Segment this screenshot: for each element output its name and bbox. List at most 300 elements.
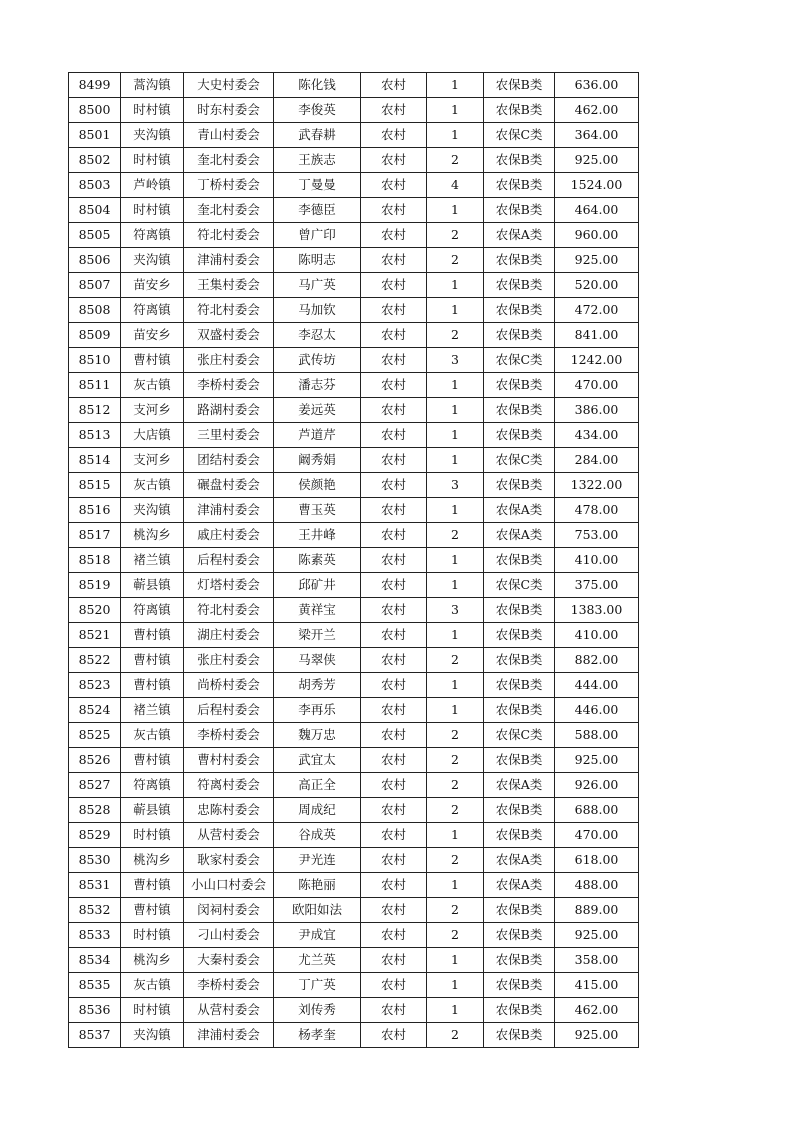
row-id-cell: 8524: [69, 698, 121, 723]
row-id-cell: 8534: [69, 948, 121, 973]
table-row: [69, 898, 639, 923]
household-type-cell: 农村: [361, 848, 427, 873]
member-count-cell: 2: [427, 848, 484, 873]
town-cell: 时村镇: [121, 98, 184, 123]
member-count-cell: 1: [427, 823, 484, 848]
town-cell: 大店镇: [121, 423, 184, 448]
village-committee-cell: 刁山村委会: [184, 923, 274, 948]
household-type-cell: 农村: [361, 898, 427, 923]
table-row: [69, 198, 639, 223]
person-name-cell: 阚秀娟: [274, 448, 361, 473]
amount-cell: 926.00: [555, 773, 639, 798]
household-type-cell: 农村: [361, 323, 427, 348]
row-id-cell: 8514: [69, 448, 121, 473]
town-cell: 夹沟镇: [121, 123, 184, 148]
insurance-category-cell: 农保B类: [484, 298, 555, 323]
village-committee-cell: 丁桥村委会: [184, 173, 274, 198]
member-count-cell: 2: [427, 898, 484, 923]
village-committee-cell: 湖庄村委会: [184, 623, 274, 648]
household-type-cell: 农村: [361, 448, 427, 473]
insurance-category-cell: 农保A类: [484, 523, 555, 548]
town-cell: 夹沟镇: [121, 498, 184, 523]
village-committee-cell: 符北村委会: [184, 598, 274, 623]
amount-cell: 464.00: [555, 198, 639, 223]
row-id-cell: 8521: [69, 623, 121, 648]
person-name-cell: 武传坊: [274, 348, 361, 373]
member-count-cell: 1: [427, 373, 484, 398]
household-type-cell: 农村: [361, 198, 427, 223]
town-cell: 曹村镇: [121, 673, 184, 698]
row-id-cell: 8533: [69, 923, 121, 948]
amount-cell: 375.00: [555, 573, 639, 598]
town-cell: 苗安乡: [121, 323, 184, 348]
member-count-cell: 1: [427, 123, 484, 148]
village-committee-cell: 戚庄村委会: [184, 523, 274, 548]
row-id-cell: 8512: [69, 398, 121, 423]
row-id-cell: 8513: [69, 423, 121, 448]
person-name-cell: 陈明志: [274, 248, 361, 273]
village-committee-cell: 津浦村委会: [184, 498, 274, 523]
row-id-cell: 8510: [69, 348, 121, 373]
town-cell: 桃沟乡: [121, 848, 184, 873]
person-name-cell: 丁曼曼: [274, 173, 361, 198]
table-row: [69, 523, 639, 548]
household-type-cell: 农村: [361, 998, 427, 1023]
village-committee-cell: 符离村委会: [184, 773, 274, 798]
member-count-cell: 2: [427, 723, 484, 748]
insurance-category-cell: 农保B类: [484, 273, 555, 298]
household-type-cell: 农村: [361, 548, 427, 573]
village-committee-cell: 后程村委会: [184, 698, 274, 723]
member-count-cell: 1: [427, 273, 484, 298]
insurance-category-cell: 农保C类: [484, 448, 555, 473]
amount-cell: 688.00: [555, 798, 639, 823]
village-committee-cell: 大史村委会: [184, 73, 274, 98]
amount-cell: 618.00: [555, 848, 639, 873]
insurance-category-cell: 农保B类: [484, 648, 555, 673]
row-id-cell: 8535: [69, 973, 121, 998]
town-cell: 符离镇: [121, 223, 184, 248]
table-row: [69, 373, 639, 398]
amount-cell: 925.00: [555, 248, 639, 273]
person-name-cell: 陈素英: [274, 548, 361, 573]
member-count-cell: 2: [427, 323, 484, 348]
amount-cell: 841.00: [555, 323, 639, 348]
row-id-cell: 8531: [69, 873, 121, 898]
member-count-cell: 3: [427, 473, 484, 498]
member-count-cell: 1: [427, 998, 484, 1023]
member-count-cell: 1: [427, 948, 484, 973]
table-row: [69, 73, 639, 98]
amount-cell: 520.00: [555, 273, 639, 298]
table-row: [69, 498, 639, 523]
row-id-cell: 8529: [69, 823, 121, 848]
person-name-cell: 黄祥宝: [274, 598, 361, 623]
village-committee-cell: 团结村委会: [184, 448, 274, 473]
village-committee-cell: 尚桥村委会: [184, 673, 274, 698]
person-name-cell: 马翠侠: [274, 648, 361, 673]
member-count-cell: 2: [427, 148, 484, 173]
amount-cell: 925.00: [555, 923, 639, 948]
amount-cell: 636.00: [555, 73, 639, 98]
person-name-cell: 尤兰英: [274, 948, 361, 973]
village-committee-cell: 青山村委会: [184, 123, 274, 148]
person-name-cell: 马广英: [274, 273, 361, 298]
household-type-cell: 农村: [361, 298, 427, 323]
person-name-cell: 谷成英: [274, 823, 361, 848]
row-id-cell: 8526: [69, 748, 121, 773]
household-type-cell: 农村: [361, 148, 427, 173]
member-count-cell: 2: [427, 773, 484, 798]
person-name-cell: 梁开兰: [274, 623, 361, 648]
insurance-category-cell: 农保C类: [484, 573, 555, 598]
town-cell: 符离镇: [121, 773, 184, 798]
insurance-category-cell: 农保B类: [484, 323, 555, 348]
household-type-cell: 农村: [361, 523, 427, 548]
table-row: [69, 873, 639, 898]
amount-cell: 284.00: [555, 448, 639, 473]
insurance-category-cell: 农保B类: [484, 198, 555, 223]
town-cell: 灰古镇: [121, 473, 184, 498]
member-count-cell: 1: [427, 448, 484, 473]
person-name-cell: 丁广英: [274, 973, 361, 998]
insurance-category-cell: 农保B类: [484, 248, 555, 273]
insurance-category-cell: 农保A类: [484, 773, 555, 798]
table-row: [69, 323, 639, 348]
table-row: [69, 448, 639, 473]
village-committee-cell: 耿家村委会: [184, 848, 274, 873]
table-row: [69, 948, 639, 973]
household-type-cell: 农村: [361, 823, 427, 848]
member-count-cell: 2: [427, 923, 484, 948]
row-id-cell: 8523: [69, 673, 121, 698]
table-row: [69, 148, 639, 173]
amount-cell: 470.00: [555, 823, 639, 848]
person-name-cell: 李德臣: [274, 198, 361, 223]
row-id-cell: 8509: [69, 323, 121, 348]
row-id-cell: 8507: [69, 273, 121, 298]
amount-cell: 415.00: [555, 973, 639, 998]
person-name-cell: 陈艳丽: [274, 873, 361, 898]
insurance-category-cell: 农保B类: [484, 1023, 555, 1048]
amount-cell: 478.00: [555, 498, 639, 523]
household-type-cell: 农村: [361, 723, 427, 748]
village-committee-cell: 小山口村委会: [184, 873, 274, 898]
town-cell: 苗安乡: [121, 273, 184, 298]
table-row: [69, 298, 639, 323]
village-committee-cell: 张庄村委会: [184, 348, 274, 373]
row-id-cell: 8505: [69, 223, 121, 248]
household-type-cell: 农村: [361, 498, 427, 523]
amount-cell: 925.00: [555, 748, 639, 773]
table-row: [69, 1023, 639, 1048]
household-type-cell: 农村: [361, 248, 427, 273]
row-id-cell: 8532: [69, 898, 121, 923]
person-name-cell: 侯颜艳: [274, 473, 361, 498]
amount-cell: 588.00: [555, 723, 639, 748]
amount-cell: 1383.00: [555, 598, 639, 623]
person-name-cell: 胡秀芳: [274, 673, 361, 698]
village-committee-cell: 李桥村委会: [184, 373, 274, 398]
village-committee-cell: 忠陈村委会: [184, 798, 274, 823]
amount-cell: 960.00: [555, 223, 639, 248]
amount-cell: 488.00: [555, 873, 639, 898]
household-type-cell: 农村: [361, 923, 427, 948]
insurance-category-cell: 农保B类: [484, 173, 555, 198]
amount-cell: 889.00: [555, 898, 639, 923]
member-count-cell: 4: [427, 173, 484, 198]
village-committee-cell: 奎北村委会: [184, 148, 274, 173]
insurance-category-cell: 农保B类: [484, 698, 555, 723]
member-count-cell: 1: [427, 698, 484, 723]
insurance-category-cell: 农保B类: [484, 898, 555, 923]
household-type-cell: 农村: [361, 973, 427, 998]
row-id-cell: 8527: [69, 773, 121, 798]
insurance-category-cell: 农保A类: [484, 498, 555, 523]
town-cell: 支河乡: [121, 398, 184, 423]
town-cell: 曹村镇: [121, 623, 184, 648]
person-name-cell: 周成纪: [274, 798, 361, 823]
member-count-cell: 1: [427, 398, 484, 423]
person-name-cell: 杨孝奎: [274, 1023, 361, 1048]
town-cell: 时村镇: [121, 923, 184, 948]
amount-cell: 925.00: [555, 148, 639, 173]
member-count-cell: 1: [427, 498, 484, 523]
table-row: [69, 473, 639, 498]
row-id-cell: 8502: [69, 148, 121, 173]
person-name-cell: 武春耕: [274, 123, 361, 148]
insurance-category-cell: 农保C类: [484, 123, 555, 148]
village-committee-cell: 三里村委会: [184, 423, 274, 448]
table-row: [69, 398, 639, 423]
village-committee-cell: 碾盘村委会: [184, 473, 274, 498]
row-id-cell: 8517: [69, 523, 121, 548]
village-committee-cell: 津浦村委会: [184, 248, 274, 273]
village-committee-cell: 李桥村委会: [184, 973, 274, 998]
person-name-cell: 刘传秀: [274, 998, 361, 1023]
table-row: [69, 248, 639, 273]
amount-cell: 358.00: [555, 948, 639, 973]
person-name-cell: 曾广印: [274, 223, 361, 248]
person-name-cell: 高正全: [274, 773, 361, 798]
person-name-cell: 潘志芬: [274, 373, 361, 398]
person-name-cell: 王井峰: [274, 523, 361, 548]
table-row: [69, 573, 639, 598]
table-row: [69, 598, 639, 623]
member-count-cell: 1: [427, 873, 484, 898]
member-count-cell: 2: [427, 748, 484, 773]
village-committee-cell: 闵祠村委会: [184, 898, 274, 923]
town-cell: 曹村镇: [121, 748, 184, 773]
row-id-cell: 8508: [69, 298, 121, 323]
person-name-cell: 陈化钱: [274, 73, 361, 98]
table-row: [69, 798, 639, 823]
table-row: [69, 773, 639, 798]
town-cell: 符离镇: [121, 298, 184, 323]
insurance-category-cell: 农保A类: [484, 848, 555, 873]
town-cell: 桃沟乡: [121, 523, 184, 548]
row-id-cell: 8516: [69, 498, 121, 523]
insurance-category-cell: 农保A类: [484, 873, 555, 898]
person-name-cell: 尹光连: [274, 848, 361, 873]
table-row: [69, 848, 639, 873]
town-cell: 时村镇: [121, 148, 184, 173]
household-type-cell: 农村: [361, 648, 427, 673]
insurance-category-cell: 农保C类: [484, 723, 555, 748]
village-committee-cell: 符北村委会: [184, 223, 274, 248]
member-count-cell: 2: [427, 223, 484, 248]
table-row: [69, 673, 639, 698]
household-type-cell: 农村: [361, 748, 427, 773]
village-committee-cell: 路湖村委会: [184, 398, 274, 423]
amount-cell: 1242.00: [555, 348, 639, 373]
table-row: [69, 698, 639, 723]
amount-cell: 434.00: [555, 423, 639, 448]
town-cell: 褚兰镇: [121, 698, 184, 723]
household-type-cell: 农村: [361, 798, 427, 823]
row-id-cell: 8522: [69, 648, 121, 673]
table-row: [69, 423, 639, 448]
person-name-cell: 邱矿井: [274, 573, 361, 598]
amount-cell: 386.00: [555, 398, 639, 423]
village-committee-cell: 从营村委会: [184, 823, 274, 848]
member-count-cell: 1: [427, 298, 484, 323]
member-count-cell: 3: [427, 348, 484, 373]
row-id-cell: 8501: [69, 123, 121, 148]
member-count-cell: 1: [427, 198, 484, 223]
amount-cell: 472.00: [555, 298, 639, 323]
roster-table: [68, 72, 639, 1048]
town-cell: 支河乡: [121, 448, 184, 473]
person-name-cell: 尹成宜: [274, 923, 361, 948]
household-type-cell: 农村: [361, 573, 427, 598]
table-row: [69, 723, 639, 748]
town-cell: 灰古镇: [121, 373, 184, 398]
table-row: [69, 998, 639, 1023]
insurance-category-cell: 农保B类: [484, 623, 555, 648]
town-cell: 蕲县镇: [121, 798, 184, 823]
row-id-cell: 8528: [69, 798, 121, 823]
person-name-cell: 欧阳如法: [274, 898, 361, 923]
table-row: [69, 823, 639, 848]
village-committee-cell: 曹村村委会: [184, 748, 274, 773]
village-committee-cell: 灯塔村委会: [184, 573, 274, 598]
insurance-category-cell: 农保C类: [484, 348, 555, 373]
amount-cell: 925.00: [555, 1023, 639, 1048]
household-type-cell: 农村: [361, 623, 427, 648]
person-name-cell: 武宜太: [274, 748, 361, 773]
member-count-cell: 1: [427, 973, 484, 998]
amount-cell: 446.00: [555, 698, 639, 723]
row-id-cell: 8503: [69, 173, 121, 198]
town-cell: 曹村镇: [121, 348, 184, 373]
insurance-category-cell: 农保B类: [484, 598, 555, 623]
amount-cell: 410.00: [555, 548, 639, 573]
town-cell: 符离镇: [121, 598, 184, 623]
insurance-category-cell: 农保B类: [484, 748, 555, 773]
table-row: [69, 98, 639, 123]
insurance-category-cell: 农保B类: [484, 973, 555, 998]
person-name-cell: 姜远英: [274, 398, 361, 423]
household-type-cell: 农村: [361, 398, 427, 423]
town-cell: 时村镇: [121, 198, 184, 223]
member-count-cell: 1: [427, 98, 484, 123]
insurance-category-cell: 农保B类: [484, 398, 555, 423]
member-count-cell: 1: [427, 548, 484, 573]
person-name-cell: 李俊英: [274, 98, 361, 123]
member-count-cell: 1: [427, 673, 484, 698]
table-row: [69, 623, 639, 648]
town-cell: 蕲县镇: [121, 573, 184, 598]
row-id-cell: 8519: [69, 573, 121, 598]
household-type-cell: 农村: [361, 223, 427, 248]
town-cell: 曹村镇: [121, 898, 184, 923]
amount-cell: 444.00: [555, 673, 639, 698]
person-name-cell: 魏万忠: [274, 723, 361, 748]
village-committee-cell: 津浦村委会: [184, 1023, 274, 1048]
town-cell: 蒿沟镇: [121, 73, 184, 98]
household-type-cell: 农村: [361, 348, 427, 373]
row-id-cell: 8530: [69, 848, 121, 873]
household-type-cell: 农村: [361, 698, 427, 723]
row-id-cell: 8536: [69, 998, 121, 1023]
amount-cell: 882.00: [555, 648, 639, 673]
town-cell: 时村镇: [121, 998, 184, 1023]
table-row: [69, 548, 639, 573]
table-row: [69, 173, 639, 198]
household-type-cell: 农村: [361, 1023, 427, 1048]
table-row: [69, 748, 639, 773]
village-committee-cell: 符北村委会: [184, 298, 274, 323]
household-type-cell: 农村: [361, 673, 427, 698]
household-type-cell: 农村: [361, 173, 427, 198]
person-name-cell: 曹玉英: [274, 498, 361, 523]
amount-cell: 1524.00: [555, 173, 639, 198]
town-cell: 桃沟乡: [121, 948, 184, 973]
household-type-cell: 农村: [361, 873, 427, 898]
household-type-cell: 农村: [361, 948, 427, 973]
insurance-category-cell: 农保B类: [484, 798, 555, 823]
town-cell: 褚兰镇: [121, 548, 184, 573]
member-count-cell: 1: [427, 73, 484, 98]
village-committee-cell: 奎北村委会: [184, 198, 274, 223]
amount-cell: 753.00: [555, 523, 639, 548]
household-type-cell: 农村: [361, 73, 427, 98]
village-committee-cell: 从营村委会: [184, 998, 274, 1023]
table-row: [69, 973, 639, 998]
member-count-cell: 2: [427, 648, 484, 673]
row-id-cell: 8537: [69, 1023, 121, 1048]
member-count-cell: 1: [427, 623, 484, 648]
person-name-cell: 王族志: [274, 148, 361, 173]
member-count-cell: 2: [427, 523, 484, 548]
table-row: [69, 648, 639, 673]
town-cell: 灰古镇: [121, 973, 184, 998]
insurance-category-cell: 农保B类: [484, 98, 555, 123]
insurance-category-cell: 农保A类: [484, 223, 555, 248]
insurance-category-cell: 农保B类: [484, 423, 555, 448]
row-id-cell: 8525: [69, 723, 121, 748]
person-name-cell: 李忍太: [274, 323, 361, 348]
village-committee-cell: 时东村委会: [184, 98, 274, 123]
insurance-category-cell: 农保B类: [484, 923, 555, 948]
town-cell: 时村镇: [121, 823, 184, 848]
row-id-cell: 8504: [69, 198, 121, 223]
amount-cell: 1322.00: [555, 473, 639, 498]
insurance-category-cell: 农保B类: [484, 473, 555, 498]
member-count-cell: 1: [427, 573, 484, 598]
member-count-cell: 2: [427, 1023, 484, 1048]
